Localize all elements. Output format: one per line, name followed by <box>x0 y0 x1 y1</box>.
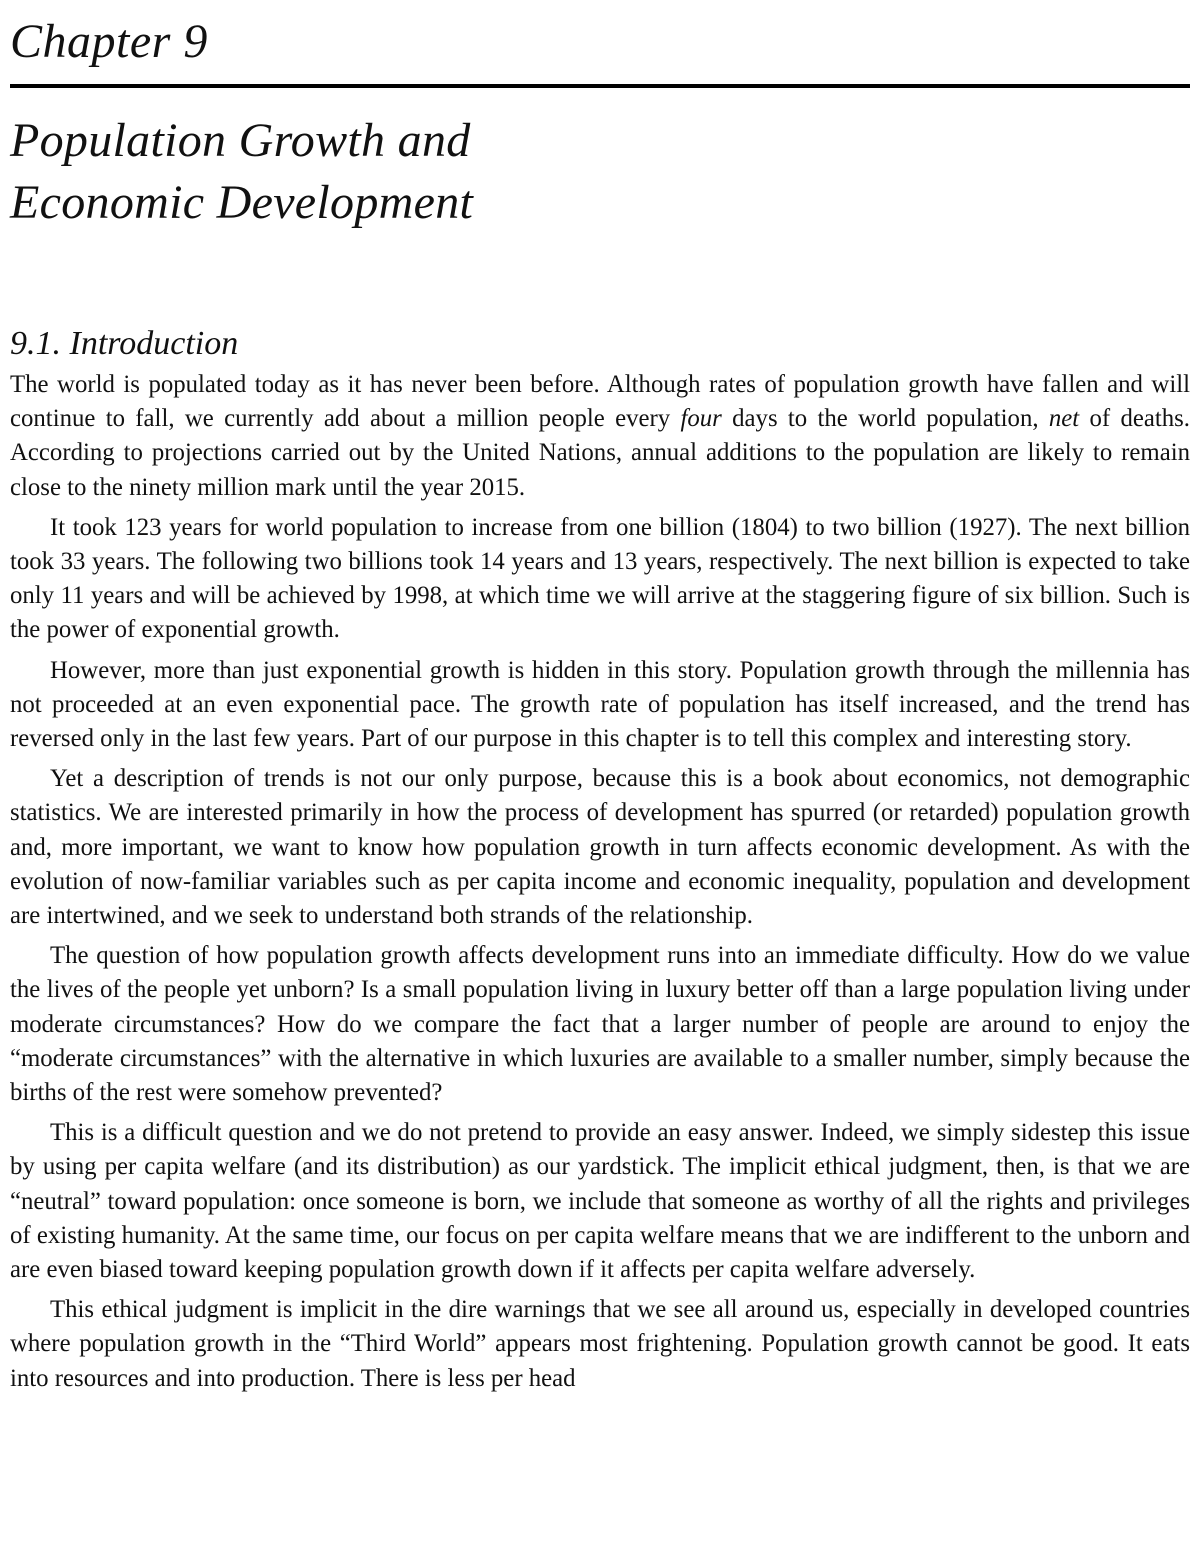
paragraph-7: This ethical judgment is implicit in the dire warnings that we see all around us, especially in developed countries where population growth in the “Third World” appears most frightening. Population growth cannot be good. It eats into resources and into production. There is less per head <box>10 1296 1190 1392</box>
paragraph-1-emphasis-net: net <box>1048 405 1080 433</box>
paragraph-2: It took 123 years for world population to increase from one billion (1804) to two billion (1927). The next billion took 33 years. The following two billions took 14 years and 13 years, respectively. The next billion is expected to take only 11 years and will be achieved by 1998, at which time we will arrive at the staggering figure of six billion. Such is the power of exponential growth. <box>10 513 1190 644</box>
paragraph-1-emphasis-four: four <box>680 405 722 433</box>
chapter-label: Chapter 9 <box>10 15 208 68</box>
chapter-title-line-2: Economic Development <box>10 176 474 229</box>
body-text <box>10 368 1190 1396</box>
section-heading: 9.1. Introduction <box>10 325 239 362</box>
paragraph-1 <box>10 368 1190 505</box>
chapter-rule <box>10 84 1190 88</box>
paragraph-4: Yet a description of trends is not our only purpose, because this is a book about economics, not demographic statistics. We are interested primarily in how the process of development has spurred (or retarded) population growth and, more important, we want to know how population growth in turn affects economic development. As with the evolution of now-familiar variables such as per capita income and economic inequality, population and development are intertwined, and we seek to understand both strands of the relationship. <box>10 765 1190 930</box>
paragraph-6: This is a difficult question and we do not pretend to provide an easy answer. Indeed, we simply sidestep this issue by using per capita welfare (and its distribution) as our yardstick. The implicit ethical judgment, then, is that we are “neutral” toward population: once someone is born, we include that someone as worthy of all the rights and privileges of existing humanity. At the same time, our focus on per capita welfare means that we are indifferent to the unborn and are even biased toward keeping population growth down if it affects per capita welfare adversely. <box>10 1119 1190 1284</box>
paragraph-5: The question of how population growth affects development runs into an immediate difficulty. How do we value the lives of the people yet unborn? Is a small population living in luxury better off than a large population living under moderate circumstances? How do we compare the fact that a larger number of people are around to enjoy the “moderate circumstances” with the alternative in which luxuries are available to a smaller number, simply because the births of the rest were somehow prevented? <box>10 942 1190 1107</box>
chapter-title-line-1: Population Growth and <box>10 114 471 167</box>
paragraph-1-part-c: of deaths. According to projections carried out by the United Nations, annual additions to the population are likely to remain close to the ninety million mark until the year 2015. <box>10 405 1190 501</box>
chapter-title <box>10 110 1190 234</box>
paragraph-1-part-a: The world is populated today as it has never been before. Although rates of population growth have fallen and will continue to fall, we currently add about a million people every <box>10 371 1190 433</box>
paragraph-1-part-b: days to the world population, <box>721 405 1049 433</box>
document-page <box>10 0 1190 1402</box>
paragraph-3: However, more than just exponential growth is hidden in this story. Population growth through the millennia has not proceeded at an even exponential pace. The growth rate of population has itself increased, and the trend has reversed only in the last few years. Part of our purpose in this chapter is to tell this complex and interesting story. <box>10 656 1190 753</box>
